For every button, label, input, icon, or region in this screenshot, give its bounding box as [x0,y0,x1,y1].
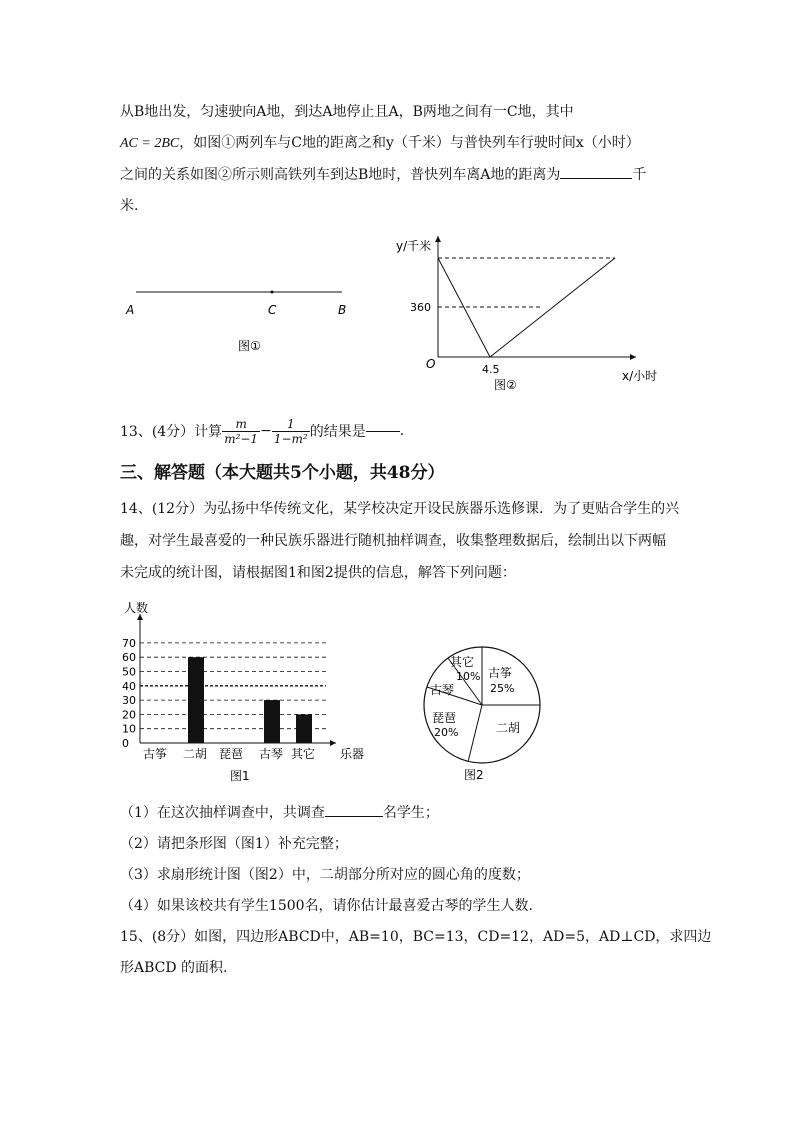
bar-category-label: 琵琶 [219,747,244,761]
bar-caption: 图1 [230,769,250,783]
figure-1 [120,276,360,366]
bar-category-label: 其它 [291,747,316,761]
q14-sub3: （3）求扇形统计图（图2）中，二胡部分所对应的圆心角的度数； [120,867,530,883]
fig2-xtick: 4.5 [482,363,500,376]
pie-label-guzheng: 古筝 [488,666,513,680]
bar-tick-label: 40 [122,679,136,693]
pie-value-pipa: 20% [434,726,459,739]
q12-line1: 从B地出发，匀速驶向A地，到达A地停止且A，B两地之间有一C地，其中 [120,104,574,120]
pie-label-erhu: 二胡 [496,721,521,735]
bar-category-label: 古琴 [259,747,284,761]
q14-sub1-text: （1）在这次抽样调查中，共调查 [120,805,325,821]
q15-line1: 15、(8分）如图，四边形ABCD中，AB=10，BC=13，CD=12，AD=5，AD⊥CD，求四边 [120,929,712,945]
fig2-ytick: 360 [410,301,431,314]
q14-line3: 未完成的统计图，请根据图1和图2提供的信息，解答下列问题： [120,565,516,581]
bar-chart [118,598,380,788]
q13 [120,414,404,448]
q13-prefix: 13、(4分）计算 [120,424,223,440]
fig2-ylabel: y/千米 [396,239,432,253]
q13-frac2 [272,417,310,446]
q13-suffix: 的结果是 [309,424,366,440]
point-c [271,291,274,294]
pie-label-pipa: 琵琶 [432,711,457,725]
q13-frac1 [222,417,260,446]
bar-二胡 [188,657,204,743]
pie-value-qita: 10% [456,670,481,683]
q14-sub1-blank[interactable] [325,816,383,817]
pie-label-qita: 其它 [450,655,475,669]
q15-line2: 形ABCD 的面积. [120,960,228,976]
pie-caption: 图2 [464,768,484,782]
bar-ylabel: 人数 [124,601,149,615]
pie-chart [416,634,548,784]
fig2-origin: O [426,357,436,371]
bar-tick-label: 10 [122,722,136,736]
q13-frac1-den: m²−1 [224,431,259,446]
bar-tick-label: 70 [122,636,136,650]
q13-frac2-num: 1 [272,417,310,432]
q13-minus: − [260,423,272,439]
q12-line3-text: 之间的关系如图②所示则高铁列车到达B地时，普快列车离A地的距离为 [120,167,561,183]
pie-value-guzheng: 25% [490,682,515,695]
bar-tick-label: 50 [122,665,136,679]
q14-sub1-end: 名学生； [382,805,439,821]
q13-frac2-den: 1−m² [273,431,308,446]
bar-tick-label: 30 [122,694,136,708]
q14-line1: 14、(12分）为弘扬中华传统文化，某学校决定开设民族器乐选修课．为了更贴合学生的兴 [120,501,680,517]
bar-category-label: 古筝 [143,747,168,761]
q13-end: . [399,423,405,439]
caption-fig2: 图② [494,378,517,392]
q12-line3 [120,164,646,184]
q12-math: AC = 2BC [120,136,180,151]
q14-sub2: （2）请把条形图（图1）补充完整； [120,836,348,852]
q13-answer-blank[interactable] [366,431,400,432]
q12-line3-end: 千 [632,167,647,183]
bar-tick-label: 20 [122,708,136,722]
pie-label-guqin: 古琴 [430,683,455,697]
bar-tick-label: 0 [122,737,129,750]
q14-line2: 趣，对学生最喜爱的一种民族乐器进行随机抽样调查，收集整理数据后，绘制出以下两幅 [120,533,666,549]
bar-其它 [296,714,312,743]
q13-frac1-num: m [222,417,260,432]
label-c: C [268,303,277,317]
bar-tick-label: 60 [122,651,136,665]
q12-answer-blank[interactable] [560,178,632,179]
label-b: B [338,303,347,317]
q14-sub1 [120,802,439,822]
section-heading: 三、解答题（本大题共5个小题，共48分） [120,463,445,483]
fig2-xlabel: x/小时 [622,369,658,383]
bar-xlabel: 乐器 [340,747,365,761]
graph-line [438,258,615,357]
bar-category-label: 二胡 [183,747,208,761]
figure-2 [390,230,680,395]
pie-divider-bottom [468,705,482,762]
q12-line2-text: ，如图①两列车与C地的距离之和y（千米）与普快列车行驶时间x（小时） [179,135,640,151]
q12-line2 [120,132,640,152]
q14-sub4: （4）如果该校共有学生1500名，请你估计最喜爱古琴的学生人数. [120,898,533,914]
q12-line4: 米. [120,198,139,214]
bar-古琴 [264,700,280,743]
caption-fig1: 图① [238,339,261,353]
label-a: A [126,303,135,317]
